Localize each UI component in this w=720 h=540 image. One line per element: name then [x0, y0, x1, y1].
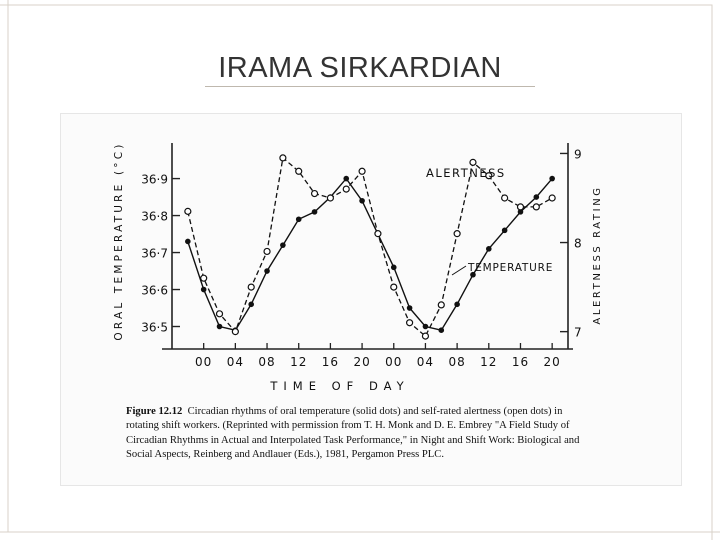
alertness-line: [188, 158, 552, 336]
alertness-point: [327, 195, 333, 201]
x-axis-title: TIME OF DAY: [270, 379, 410, 393]
alertness-point: [201, 275, 207, 281]
temperature-point: [185, 239, 191, 245]
scanned-figure: [60, 113, 682, 486]
figure-caption: [126, 405, 596, 463]
temperature-point: [438, 327, 444, 333]
alertness-point: [517, 204, 523, 210]
temperature-point: [201, 287, 207, 293]
alertness-point: [533, 204, 539, 210]
alertness-point: [407, 320, 413, 326]
alertness-point: [454, 231, 460, 237]
alertness-point: [502, 195, 508, 201]
x-tick-label: 20: [353, 355, 371, 369]
alertness-point: [185, 208, 191, 214]
alertness-point: [296, 168, 302, 174]
circadian-chart: [60, 113, 682, 403]
caption-text: Circadian rhythms of oral temperature (solid dots) and self-rated alertness (open dots) in rotating shift workers. (Reprinted with permission from T. H. Monk and D. E. Embrey "A Field Study of Circadian Rhythms in Actual and Interpolated Task Performance," in Night and Shift Work: Biological and Social Aspects, Reinberg and Andlauer (Eds.), 1981, Pergamon Press PLC.: [126, 406, 580, 461]
x-tick-label: 08: [258, 355, 276, 369]
temperature-point: [312, 209, 318, 215]
y-tick-label: 36·9: [141, 172, 168, 187]
x-tick-label: 12: [480, 355, 498, 369]
y-tick-label: 36·5: [141, 320, 168, 335]
alertness-point: [264, 248, 270, 254]
y2-tick-label: 8: [574, 236, 582, 251]
x-tick-label: 16: [511, 355, 530, 369]
temperature-point: [423, 324, 429, 330]
temperature-point: [359, 198, 365, 204]
temperature-label-leader: [452, 266, 466, 275]
series-label-alertness: ALERTNESS: [426, 166, 506, 180]
temperature-point: [248, 302, 254, 308]
y-tick-label: 36·8: [141, 209, 168, 224]
y-tick-label: 36·6: [141, 283, 168, 298]
x-tick-label: 00: [385, 355, 403, 369]
x-tick-label: 04: [416, 355, 435, 369]
x-tick-label: 12: [290, 355, 308, 369]
temperature-point: [534, 194, 540, 200]
series-label-temperature: TEMPERATURE: [468, 262, 554, 274]
alertness-point: [343, 186, 349, 192]
temperature-point: [407, 305, 413, 311]
title-underline: [205, 86, 535, 87]
y-axis-title: ORAL TEMPERATURE (°C): [113, 141, 125, 341]
x-tick-label: 20: [543, 355, 561, 369]
alertness-point: [438, 302, 444, 308]
y2-tick-label: 7: [574, 325, 582, 340]
alertness-point: [549, 195, 555, 201]
temperature-point: [454, 302, 460, 308]
y-tick-label: 36·7: [141, 246, 168, 261]
x-tick-label: 00: [195, 355, 213, 369]
slide-title: IRAMA SIRKARDIAN: [218, 52, 502, 84]
alertness-point: [422, 333, 428, 339]
alertness-point: [280, 155, 286, 161]
temperature-point: [343, 176, 349, 182]
alertness-point: [391, 284, 397, 290]
temperature-point: [217, 324, 223, 330]
x-tick-label: 08: [448, 355, 466, 369]
temperature-point: [280, 242, 286, 248]
y2-tick-label: 9: [574, 147, 582, 162]
temperature-point: [549, 176, 555, 182]
temperature-point: [486, 246, 492, 252]
alertness-point: [375, 231, 381, 237]
temperature-point: [391, 265, 397, 271]
temperature-point: [264, 268, 270, 274]
caption-label: Figure 12.12: [126, 406, 183, 417]
alertness-point: [217, 311, 223, 317]
alertness-point: [470, 159, 476, 165]
x-tick-label: 16: [321, 355, 340, 369]
alertness-point: [248, 284, 254, 290]
temperature-point: [502, 228, 508, 234]
x-tick-label: 04: [226, 355, 245, 369]
temperature-point: [296, 216, 302, 222]
alertness-point: [232, 329, 238, 335]
alertness-point: [359, 168, 365, 174]
alertness-point: [312, 191, 318, 197]
y2-axis-title: ALERTNESS RATING: [592, 185, 603, 325]
